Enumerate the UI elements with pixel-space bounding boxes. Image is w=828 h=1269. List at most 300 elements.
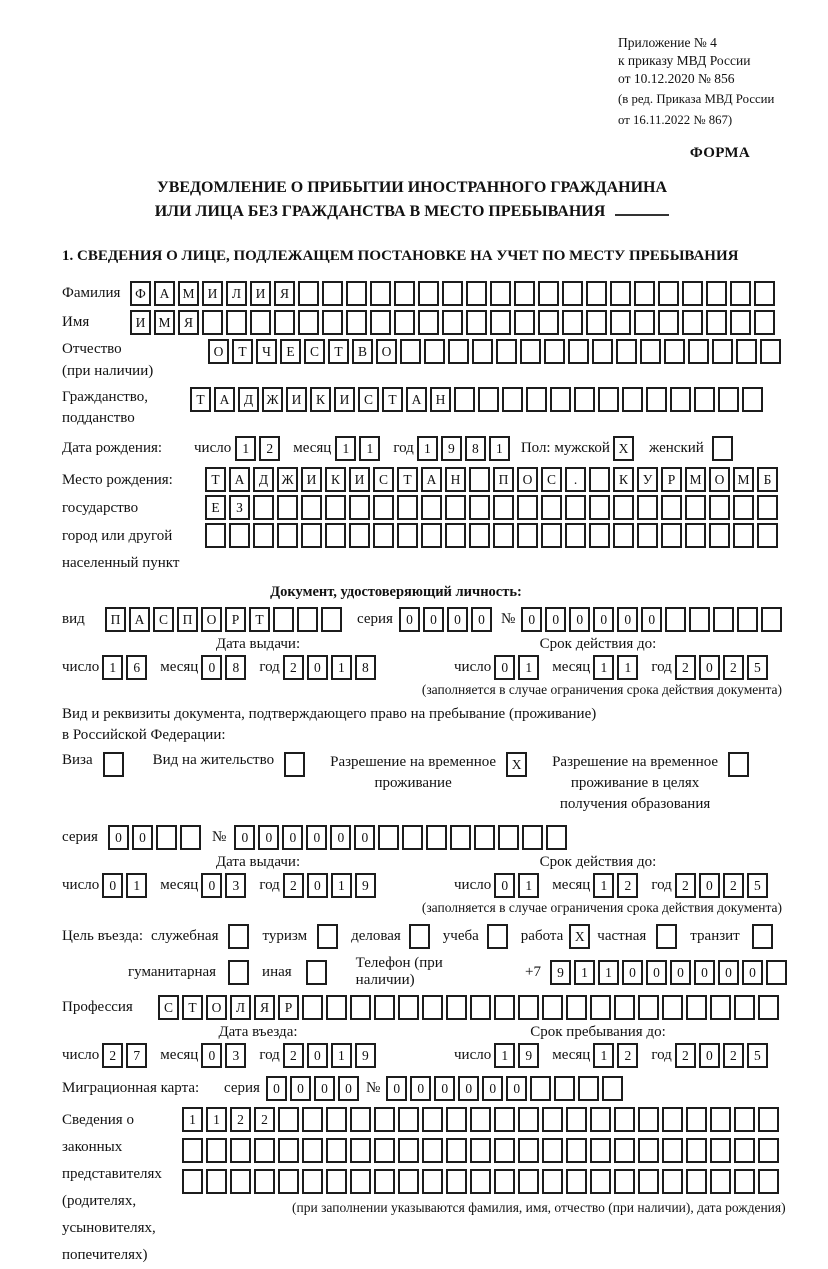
char-box[interactable]: 0 (569, 607, 590, 632)
doc-type-cells[interactable] (105, 607, 345, 632)
char-box[interactable]: 0 (699, 873, 720, 898)
char-box[interactable]: 0 (307, 1043, 328, 1068)
char-box[interactable]: 0 (314, 1076, 335, 1101)
char-box[interactable]: 1 (182, 1107, 203, 1132)
char-box[interactable] (586, 281, 607, 306)
birth-year-cells[interactable] (417, 436, 513, 461)
res-valid-day-cells[interactable] (494, 873, 542, 898)
char-box[interactable] (498, 825, 519, 850)
char-box[interactable]: 0 (282, 825, 303, 850)
char-box[interactable]: А (421, 467, 442, 492)
char-box[interactable] (734, 1138, 755, 1163)
char-box[interactable]: Т (328, 339, 349, 364)
char-box[interactable] (656, 924, 677, 949)
char-box[interactable]: 0 (234, 825, 255, 850)
char-box[interactable] (418, 281, 439, 306)
char-box[interactable] (422, 1107, 443, 1132)
char-box[interactable] (254, 1169, 275, 1194)
char-box[interactable] (637, 523, 658, 548)
purpose-official-checkbox[interactable] (228, 924, 252, 949)
char-box[interactable] (538, 310, 559, 335)
res-valid-month-cells[interactable] (593, 873, 641, 898)
char-box[interactable] (103, 752, 124, 777)
char-box[interactable] (378, 825, 399, 850)
char-box[interactable] (640, 339, 661, 364)
char-box[interactable]: 1 (235, 436, 256, 461)
char-box[interactable]: 0 (266, 1076, 287, 1101)
char-box[interactable] (446, 1107, 467, 1132)
char-box[interactable] (394, 310, 415, 335)
char-box[interactable] (418, 310, 439, 335)
char-box[interactable] (156, 825, 177, 850)
char-box[interactable] (253, 495, 274, 520)
char-box[interactable] (402, 825, 423, 850)
migration-series-cells[interactable] (266, 1076, 362, 1101)
char-box[interactable] (688, 339, 709, 364)
char-box[interactable] (730, 281, 751, 306)
patronymic-cells[interactable] (208, 339, 784, 364)
char-box[interactable]: X (569, 924, 590, 949)
char-box[interactable]: X (506, 752, 527, 777)
char-box[interactable]: 2 (617, 873, 638, 898)
migration-number-cells[interactable] (386, 1076, 626, 1101)
char-box[interactable]: Л (226, 281, 247, 306)
char-box[interactable] (710, 995, 731, 1020)
char-box[interactable] (493, 495, 514, 520)
purpose-transit-checkbox[interactable] (752, 924, 776, 949)
char-box[interactable]: 0 (338, 1076, 359, 1101)
char-box[interactable] (205, 523, 226, 548)
birth-month-cells[interactable] (335, 436, 383, 461)
char-box[interactable] (592, 339, 613, 364)
char-box[interactable] (662, 995, 683, 1020)
char-box[interactable]: 7 (126, 1043, 147, 1068)
sex-male-checkbox[interactable] (613, 436, 637, 461)
char-box[interactable] (566, 995, 587, 1020)
char-box[interactable] (278, 1107, 299, 1132)
char-box[interactable]: 0 (494, 655, 515, 680)
char-box[interactable]: 0 (494, 873, 515, 898)
res-issue-day-cells[interactable] (102, 873, 150, 898)
char-box[interactable] (736, 339, 757, 364)
char-box[interactable]: 2 (283, 1043, 304, 1068)
char-box[interactable] (278, 1169, 299, 1194)
char-box[interactable] (544, 339, 565, 364)
char-box[interactable]: И (286, 387, 307, 412)
char-box[interactable] (409, 924, 430, 949)
char-box[interactable] (542, 1107, 563, 1132)
char-box[interactable] (710, 1138, 731, 1163)
char-box[interactable] (326, 1169, 347, 1194)
char-box[interactable] (442, 281, 463, 306)
char-box[interactable] (230, 1169, 251, 1194)
char-box[interactable]: Р (278, 995, 299, 1020)
char-box[interactable]: О (201, 607, 222, 632)
surname-cells[interactable] (130, 281, 778, 306)
char-box[interactable]: 0 (201, 873, 222, 898)
char-box[interactable]: А (214, 387, 235, 412)
char-box[interactable] (350, 995, 371, 1020)
char-box[interactable]: 9 (441, 436, 462, 461)
char-box[interactable]: 0 (670, 960, 691, 985)
char-box[interactable]: С (153, 607, 174, 632)
char-box[interactable] (622, 387, 643, 412)
char-box[interactable] (590, 1138, 611, 1163)
char-box[interactable]: В (352, 339, 373, 364)
char-box[interactable]: П (105, 607, 126, 632)
char-box[interactable]: И (301, 467, 322, 492)
stay-day-cells[interactable] (494, 1043, 542, 1068)
char-box[interactable] (422, 1169, 443, 1194)
char-box[interactable]: Т (232, 339, 253, 364)
char-box[interactable] (321, 607, 342, 632)
char-box[interactable] (302, 1107, 323, 1132)
char-box[interactable]: 2 (723, 1043, 744, 1068)
profession-cells[interactable] (158, 995, 782, 1020)
char-box[interactable] (754, 281, 775, 306)
char-box[interactable]: Я (254, 995, 275, 1020)
char-box[interactable] (446, 1169, 467, 1194)
char-box[interactable] (574, 387, 595, 412)
char-box[interactable] (421, 495, 442, 520)
char-box[interactable] (302, 1138, 323, 1163)
char-box[interactable] (685, 523, 706, 548)
char-box[interactable] (616, 339, 637, 364)
char-box[interactable]: . (565, 467, 586, 492)
char-box[interactable] (302, 995, 323, 1020)
char-box[interactable]: Т (205, 467, 226, 492)
char-box[interactable] (346, 310, 367, 335)
char-box[interactable] (474, 825, 495, 850)
char-box[interactable] (398, 1107, 419, 1132)
res-doc-number-cells[interactable] (234, 825, 570, 850)
char-box[interactable]: 1 (206, 1107, 227, 1132)
char-box[interactable] (710, 1107, 731, 1132)
char-box[interactable] (350, 1138, 371, 1163)
char-box[interactable] (250, 310, 271, 335)
char-box[interactable]: Д (253, 467, 274, 492)
char-box[interactable] (602, 1076, 623, 1101)
char-box[interactable] (349, 523, 370, 548)
char-box[interactable]: 8 (225, 655, 246, 680)
char-box[interactable]: 2 (102, 1043, 123, 1068)
char-box[interactable] (374, 1138, 395, 1163)
char-box[interactable]: 6 (126, 655, 147, 680)
char-box[interactable] (306, 960, 327, 985)
char-box[interactable]: Д (238, 387, 259, 412)
char-box[interactable]: 0 (646, 960, 667, 985)
char-box[interactable] (586, 310, 607, 335)
char-box[interactable] (662, 1107, 683, 1132)
char-box[interactable] (590, 1169, 611, 1194)
char-box[interactable] (514, 281, 535, 306)
char-box[interactable] (496, 339, 517, 364)
char-box[interactable]: И (202, 281, 223, 306)
char-box[interactable] (326, 1138, 347, 1163)
char-box[interactable] (254, 1138, 275, 1163)
char-box[interactable] (398, 995, 419, 1020)
char-box[interactable] (757, 495, 778, 520)
char-box[interactable]: К (613, 467, 634, 492)
char-box[interactable]: О (376, 339, 397, 364)
char-box[interactable] (301, 495, 322, 520)
char-box[interactable] (662, 1169, 683, 1194)
temp-residence-checkbox[interactable] (506, 752, 530, 777)
char-box[interactable]: 1 (617, 655, 638, 680)
char-box[interactable]: 0 (330, 825, 351, 850)
entry-month-cells[interactable] (201, 1043, 249, 1068)
char-box[interactable] (589, 467, 610, 492)
char-box[interactable]: 0 (506, 1076, 527, 1101)
char-box[interactable]: С (373, 467, 394, 492)
char-box[interactable]: Н (430, 387, 451, 412)
doc-series-cells[interactable] (399, 607, 495, 632)
char-box[interactable]: 0 (742, 960, 763, 985)
char-box[interactable]: 2 (254, 1107, 275, 1132)
char-box[interactable]: Р (225, 607, 246, 632)
char-box[interactable] (517, 495, 538, 520)
char-box[interactable]: Р (661, 467, 682, 492)
char-box[interactable]: 9 (518, 1043, 539, 1068)
char-box[interactable]: Ж (262, 387, 283, 412)
char-box[interactable]: О (517, 467, 538, 492)
char-box[interactable] (590, 1107, 611, 1132)
char-box[interactable] (350, 1169, 371, 1194)
id-issue-day-cells[interactable] (102, 655, 150, 680)
char-box[interactable] (758, 1107, 779, 1132)
char-box[interactable] (284, 752, 305, 777)
char-box[interactable] (566, 1107, 587, 1132)
char-box[interactable] (614, 1107, 635, 1132)
visa-checkbox[interactable] (103, 752, 127, 777)
char-box[interactable]: 0 (132, 825, 153, 850)
char-box[interactable] (325, 495, 346, 520)
char-box[interactable]: 1 (335, 436, 356, 461)
char-box[interactable]: 8 (355, 655, 376, 680)
char-box[interactable]: 0 (622, 960, 643, 985)
char-box[interactable] (589, 495, 610, 520)
char-box[interactable] (662, 1138, 683, 1163)
char-box[interactable] (424, 339, 445, 364)
char-box[interactable] (661, 523, 682, 548)
char-box[interactable]: 2 (617, 1043, 638, 1068)
char-box[interactable]: М (154, 310, 175, 335)
char-box[interactable]: Н (445, 467, 466, 492)
char-box[interactable] (614, 995, 635, 1020)
char-box[interactable] (422, 995, 443, 1020)
char-box[interactable] (494, 1107, 515, 1132)
char-box[interactable] (689, 607, 710, 632)
char-box[interactable]: X (613, 436, 634, 461)
char-box[interactable] (518, 995, 539, 1020)
char-box[interactable] (226, 310, 247, 335)
char-box[interactable]: 0 (354, 825, 375, 850)
representatives-cells-line3[interactable] (182, 1169, 786, 1194)
char-box[interactable]: С (304, 339, 325, 364)
temp-residence-edu-checkbox[interactable] (728, 752, 752, 777)
char-box[interactable] (754, 310, 775, 335)
char-box[interactable] (206, 1138, 227, 1163)
char-box[interactable] (562, 310, 583, 335)
char-box[interactable]: 2 (675, 873, 696, 898)
stay-year-cells[interactable] (675, 1043, 771, 1068)
char-box[interactable]: 0 (482, 1076, 503, 1101)
char-box[interactable] (470, 1169, 491, 1194)
char-box[interactable] (661, 495, 682, 520)
char-box[interactable] (686, 995, 707, 1020)
char-box[interactable] (706, 310, 727, 335)
char-box[interactable] (550, 387, 571, 412)
char-box[interactable]: К (325, 467, 346, 492)
char-box[interactable] (397, 495, 418, 520)
char-box[interactable]: 1 (489, 436, 510, 461)
char-box[interactable]: А (154, 281, 175, 306)
char-box[interactable]: 1 (593, 655, 614, 680)
char-box[interactable]: 1 (574, 960, 595, 985)
char-box[interactable]: 0 (545, 607, 566, 632)
char-box[interactable] (752, 924, 773, 949)
char-box[interactable]: 0 (694, 960, 715, 985)
char-box[interactable] (634, 310, 655, 335)
char-box[interactable] (398, 1169, 419, 1194)
char-box[interactable] (350, 1107, 371, 1132)
char-box[interactable]: 1 (331, 873, 352, 898)
char-box[interactable] (517, 523, 538, 548)
char-box[interactable] (445, 523, 466, 548)
char-box[interactable]: 1 (331, 655, 352, 680)
char-box[interactable] (565, 495, 586, 520)
char-box[interactable]: А (229, 467, 250, 492)
char-box[interactable]: 2 (723, 655, 744, 680)
char-box[interactable] (326, 995, 347, 1020)
char-box[interactable] (494, 1138, 515, 1163)
char-box[interactable]: О (208, 339, 229, 364)
entry-day-cells[interactable] (102, 1043, 150, 1068)
char-box[interactable]: 0 (617, 607, 638, 632)
char-box[interactable] (349, 495, 370, 520)
char-box[interactable]: 0 (102, 873, 123, 898)
char-box[interactable]: Т (190, 387, 211, 412)
char-box[interactable] (565, 523, 586, 548)
char-box[interactable]: 0 (307, 873, 328, 898)
char-box[interactable] (182, 1138, 203, 1163)
char-box[interactable] (737, 607, 758, 632)
char-box[interactable] (494, 995, 515, 1020)
char-box[interactable] (470, 1107, 491, 1132)
char-box[interactable] (202, 310, 223, 335)
char-box[interactable]: 2 (283, 873, 304, 898)
char-box[interactable] (274, 310, 295, 335)
char-box[interactable]: 0 (521, 607, 542, 632)
char-box[interactable]: Ч (256, 339, 277, 364)
char-box[interactable] (522, 825, 543, 850)
char-box[interactable]: 2 (675, 655, 696, 680)
char-box[interactable] (253, 523, 274, 548)
char-box[interactable]: 0 (399, 607, 420, 632)
char-box[interactable]: О (206, 995, 227, 1020)
char-box[interactable]: 1 (518, 655, 539, 680)
char-box[interactable] (493, 523, 514, 548)
char-box[interactable]: 5 (747, 873, 768, 898)
representatives-cells-line2[interactable] (182, 1138, 786, 1163)
char-box[interactable]: Ф (130, 281, 151, 306)
char-box[interactable] (686, 1169, 707, 1194)
char-box[interactable] (718, 387, 739, 412)
char-box[interactable] (397, 523, 418, 548)
char-box[interactable] (526, 387, 547, 412)
birth-place-cells-line1[interactable] (205, 467, 781, 492)
char-box[interactable] (712, 436, 733, 461)
char-box[interactable] (470, 1138, 491, 1163)
char-box[interactable] (478, 387, 499, 412)
char-box[interactable]: 2 (283, 655, 304, 680)
char-box[interactable] (758, 1169, 779, 1194)
char-box[interactable] (542, 995, 563, 1020)
char-box[interactable] (373, 495, 394, 520)
char-box[interactable]: Т (249, 607, 270, 632)
char-box[interactable]: 0 (458, 1076, 479, 1101)
char-box[interactable] (686, 1107, 707, 1132)
char-box[interactable] (325, 523, 346, 548)
char-box[interactable]: 3 (225, 1043, 246, 1068)
char-box[interactable] (398, 1138, 419, 1163)
char-box[interactable] (518, 1169, 539, 1194)
char-box[interactable] (322, 310, 343, 335)
char-box[interactable]: 1 (518, 873, 539, 898)
char-box[interactable]: М (733, 467, 754, 492)
birth-day-cells[interactable] (235, 436, 283, 461)
char-box[interactable] (760, 339, 781, 364)
char-box[interactable] (278, 1138, 299, 1163)
char-box[interactable] (466, 310, 487, 335)
char-box[interactable] (637, 495, 658, 520)
char-box[interactable]: Ж (277, 467, 298, 492)
purpose-study-checkbox[interactable] (487, 924, 511, 949)
char-box[interactable] (566, 1169, 587, 1194)
char-box[interactable] (446, 1138, 467, 1163)
char-box[interactable]: 1 (331, 1043, 352, 1068)
char-box[interactable] (742, 387, 763, 412)
char-box[interactable] (470, 995, 491, 1020)
char-box[interactable]: И (349, 467, 370, 492)
char-box[interactable] (590, 995, 611, 1020)
char-box[interactable] (709, 495, 730, 520)
char-box[interactable] (546, 825, 567, 850)
char-box[interactable] (469, 467, 490, 492)
char-box[interactable] (454, 387, 475, 412)
char-box[interactable]: Е (205, 495, 226, 520)
char-box[interactable] (494, 1169, 515, 1194)
char-box[interactable]: 9 (355, 873, 376, 898)
char-box[interactable]: И (250, 281, 271, 306)
char-box[interactable]: О (709, 467, 730, 492)
char-box[interactable]: 0 (386, 1076, 407, 1101)
char-box[interactable] (422, 1138, 443, 1163)
char-box[interactable]: Т (397, 467, 418, 492)
char-box[interactable]: 9 (355, 1043, 376, 1068)
char-box[interactable] (665, 607, 686, 632)
char-box[interactable] (229, 523, 250, 548)
char-box[interactable] (610, 281, 631, 306)
entry-year-cells[interactable] (283, 1043, 379, 1068)
char-box[interactable]: 0 (699, 1043, 720, 1068)
char-box[interactable] (277, 495, 298, 520)
char-box[interactable] (568, 339, 589, 364)
char-box[interactable]: 9 (550, 960, 571, 985)
char-box[interactable]: 0 (307, 655, 328, 680)
char-box[interactable] (297, 607, 318, 632)
id-issue-month-cells[interactable] (201, 655, 249, 680)
